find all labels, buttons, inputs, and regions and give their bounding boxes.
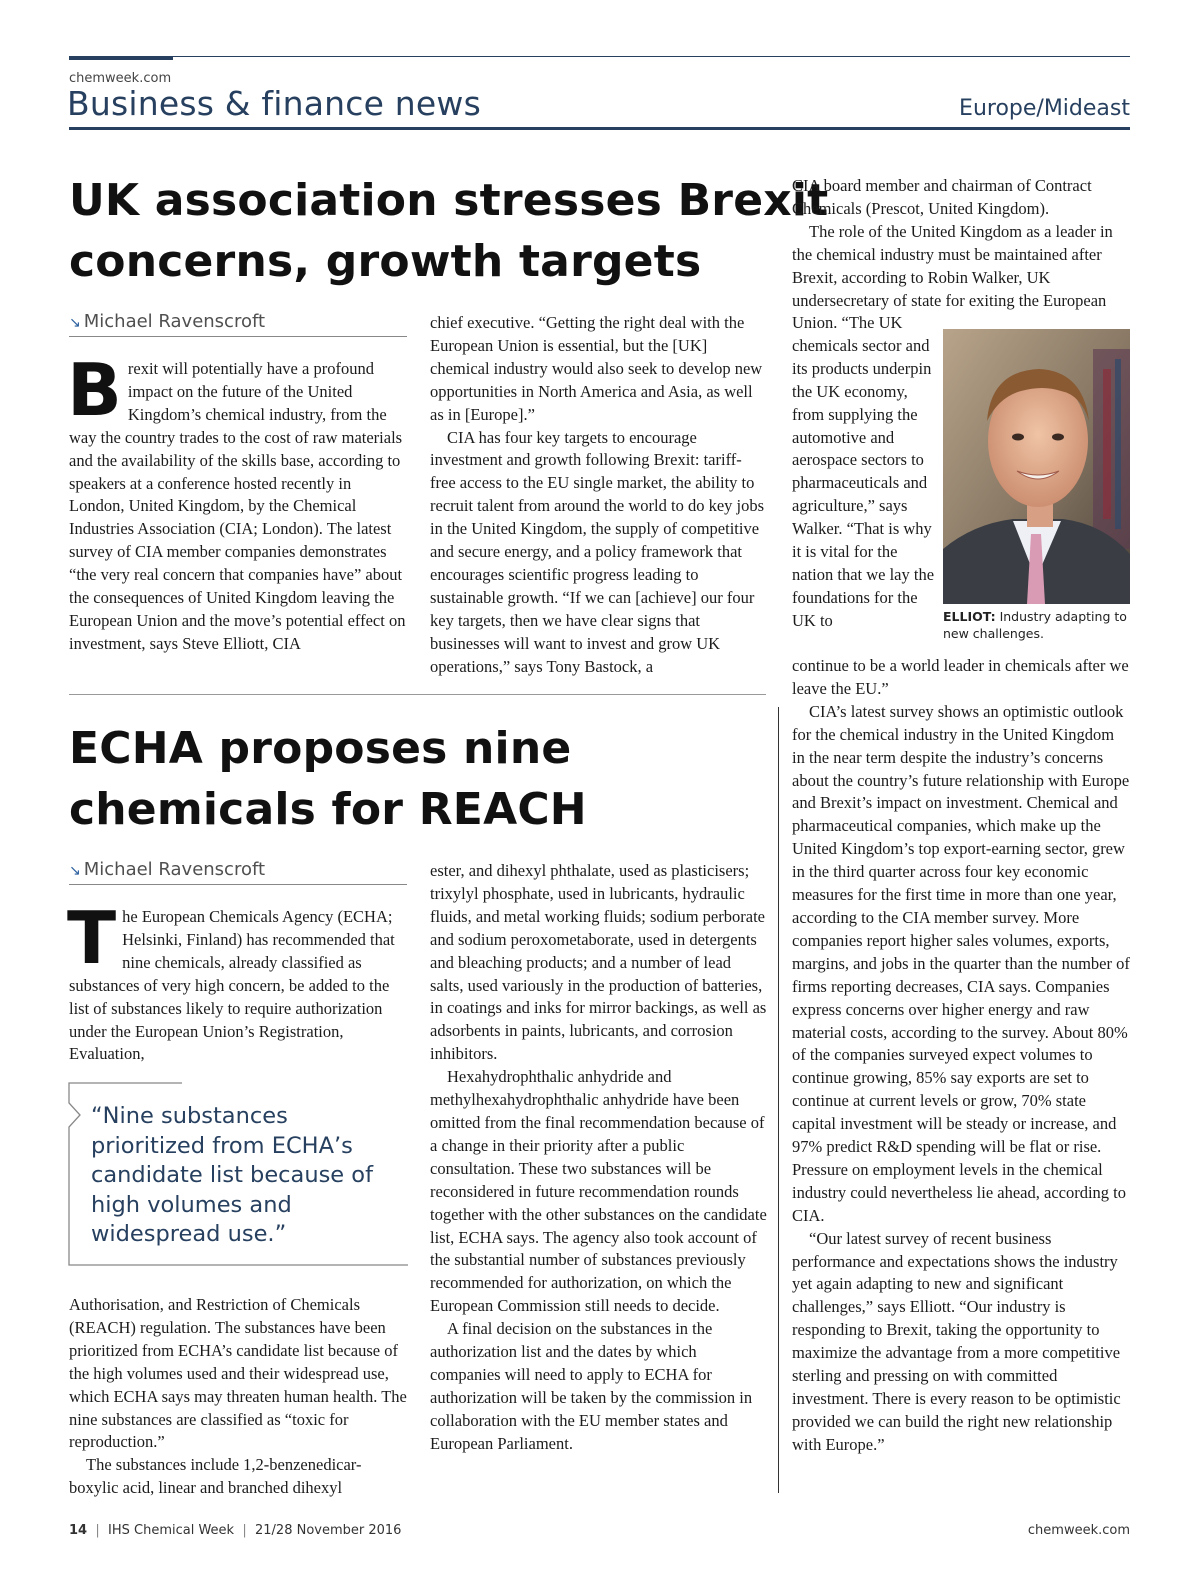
article1-col1-text: rexit will potentially have a profound impact on the future of the United Kingdom’s chemical industry, from the way the country trades to the cost of raw materials and the availability of the skills base, according to speakers at a conference hosted recently in London, United Kingdom, by the Chemical Industries Association (CIA; London). The latest survey of CIA member companies demonstrates “the very real concern that companies have” about the consequences of United Kingdom leaving the European Union and the move’s potential effect on investment, says Steve Elliott, CIA [69,359,406,653]
site-name[interactable]: chemweek.com [69,71,172,86]
article2-byline-rule [69,884,407,885]
article2-col2-paragraph3: A final decision on the substances in the authorization list and the dates by which companies will need to apply to ECHA for authorization will be taken by the commission in collaboration with the EU member states and European Parliament. [430,1319,753,1453]
article2-col1-text: he European Chemicals Agency (ECHA; Helsinki, Finland) has recommended that nine chemicals, already classified as substances of very high concern, be added to the list of substances likely to require authorization under the European Union’s Registration, Evaluation, [69,907,395,1064]
pull-quote: “Nine substances prioritized from ECHA’s candidate list because of high volumes and widespread use.” [91,1103,373,1247]
byline-arrow-icon: ↘ [69,315,81,331]
top-accent-bar [69,56,173,60]
article2-column1-bottom [69,1294,407,1500]
article1-dropcap: B [67,348,122,432]
caption-text: Industry adapting to new challenges. [943,609,1127,641]
article2-col1-paragraph1-end: Authorisation, and Restriction of Chemicals (REACH) regulation. The substances have been prioritized from ECHA’s candidate list because of the high volumes used and their widespread use, which ECHA says may threaten human health. The nine substances are classified as “toxic for reproduction.” [69,1295,407,1452]
page-number: 14 [69,1523,88,1538]
article2-dropcap: T [67,896,117,980]
article2-headline-line1: ECHA proposes nine [69,723,572,774]
section-rule [69,127,1130,130]
article2-column1-top [67,896,407,1066]
article2-headline [69,718,587,840]
photo-caption [943,608,1133,642]
region-label: Europe/Mideast [959,96,1130,121]
article2-byline [69,859,265,880]
article1-col2-paragraph2: CIA has four key targets to encourage investment and growth following Brexit: tariff-free access to the EU single market, the ability to recruit talent from around the world to do key jobs in the United Kingdom, the supply of competitive and secure energy, and a policy framework that encourages scientific progress leading to sustainable growth. “If we can [achieve] our four key targets, then we have clear signs that businesses will want to invest and grow UK operations,” says Tony Bastock, a [430,427,765,676]
issue-date: 21/28 November 2016 [255,1523,402,1538]
article2-column2 [430,860,767,1456]
caption-label: ELLIOT: [943,609,996,624]
article1-col3-paragraph2: The role of the United Kingdom as a leader in the chemical industry must be maintained after Brexit, according to Robin Walker, UK undersecretary of state for exiting the European [792,221,1113,310]
article-separator [69,694,766,695]
article2-col2-paragraph1: ester, and dihexyl phthalate, used as plasticisers; trixylyl phosphate, used in lubricants, hydraulic fluids, and metal working fluids; sodium perborate and sodium peroxometaborate, used in detergents and bleaching products; and a number of lead salts, used variously in the production of batteries, in coatings and inks for mirror backings, as well as adsorbents in paints, lubricants, and corrosion inhibitors. [430,861,767,1064]
publication-name: IHS Chemical Week [108,1523,235,1538]
article1-byline-rule [69,336,407,337]
article1-column3-bottom [792,655,1131,1457]
byline-arrow-icon: ↘ [69,863,81,879]
article1-byline [69,311,265,332]
article1-headline-line2: concerns, growth targets [69,236,702,287]
article2-headline-line2: chemicals for REACH [69,784,587,835]
article2-col1-paragraph2: The substances include 1,2-benzenedicar-boxylic acid, linear and branched dihexyl [69,1455,362,1498]
article1-col3-paragraph3: CIA’s latest survey shows an optimistic outlook for the chemical industry in the United Kingdom in the near term despite the industry’s concerns about the country’s future relationship with Europe and Brexit’s impact on investment. Chemical and pharmaceutical companies, which make up the United Kingdom’s top export-earning sector, grew in the third quarter across four key economic measures for the first time in more than one year, according to the CIA member survey. More companies report higher sales volumes, exports, margins, and jobs in the quarter than the number of firms reporting decreases, CIA says. Companies express concerns over higher energy and raw material costs, according to the survey. About 80% of the companies surveyed expect volumes to continue growing, 85% say exports are set to continue at current levels or grow, 70% state capital investment will be steady or increase, and 97% predict R&D spending will be flat or rise. Pressure on employment levels in the chemical industry could nevertheless lie ahead, according to CIA. [792,701,1130,1225]
article2-author[interactable]: Michael Ravenscroft [83,859,266,880]
portrait-photo [943,329,1130,604]
article1-column1 [67,348,407,656]
article1-headline [69,170,828,292]
article2-col2-paragraph2: Hexahydrophthalic anhydride and methylhexahydrophthalic anhydride have been omitted from the final recommendation because of a change in their priority after a public consultation. These two substances will be reconsidered in future recommendation rounds together with the other substances on the candidate list, ECHA says. The agency also took account of the substantial number of substances previously recommended for authorization, on which the European Commission still needs to decide. [430,1067,767,1316]
article1-col3-paragraph4: “Our latest survey of recent business performance and expectations shows the industry yet again adapting to new and significant challenges,” says Elliott. “Our industry is responding to Brexit, taking the opportunity to maximize the advantage from a more competitive sterling and pressing on with committed investment. There is every reason to be optimistic provided we can build the right new relationship with Europe.” [792,1228,1121,1454]
article1-headline-line1: UK association stresses Brexit [69,175,829,226]
article1-col2-paragraph1: chief executive. “Getting the right deal with the European Union is essential, but the [UK] chemical industry would also seek to develop new opportunities in North America and Asia, as well as in [Europe].” [430,313,763,424]
section-title: Business & finance news [67,84,482,123]
page-footer: 14 | IHS Chemical Week | 21/28 November 2016 [69,1523,402,1538]
article1-column2 [430,312,767,679]
article1-column3-narrow: Union. “The UK chemicals sector and its products underpin the UK economy, from supplying the automotive and aerospace sectors to pharmaceuticals and agriculture,” says Walker. “That is why it is vital for the nation that we lay the foundations for the UK to [792,313,935,630]
portrait-image [943,329,1130,604]
top-rule [69,56,1130,57]
article1-col3-paragraph1: CIA board member and chairman of Contract Chemicals (Prescot, United Kingdom). [792,176,1092,218]
column-rule [778,707,779,1493]
footer-site[interactable]: chemweek.com [1027,1523,1130,1538]
article1-col3-paragraph2-end: continue to be a world leader in chemicals after we leave the EU.” [792,656,1129,698]
article1-author[interactable]: Michael Ravenscroft [83,311,266,332]
article1-column3-top [792,175,1131,312]
